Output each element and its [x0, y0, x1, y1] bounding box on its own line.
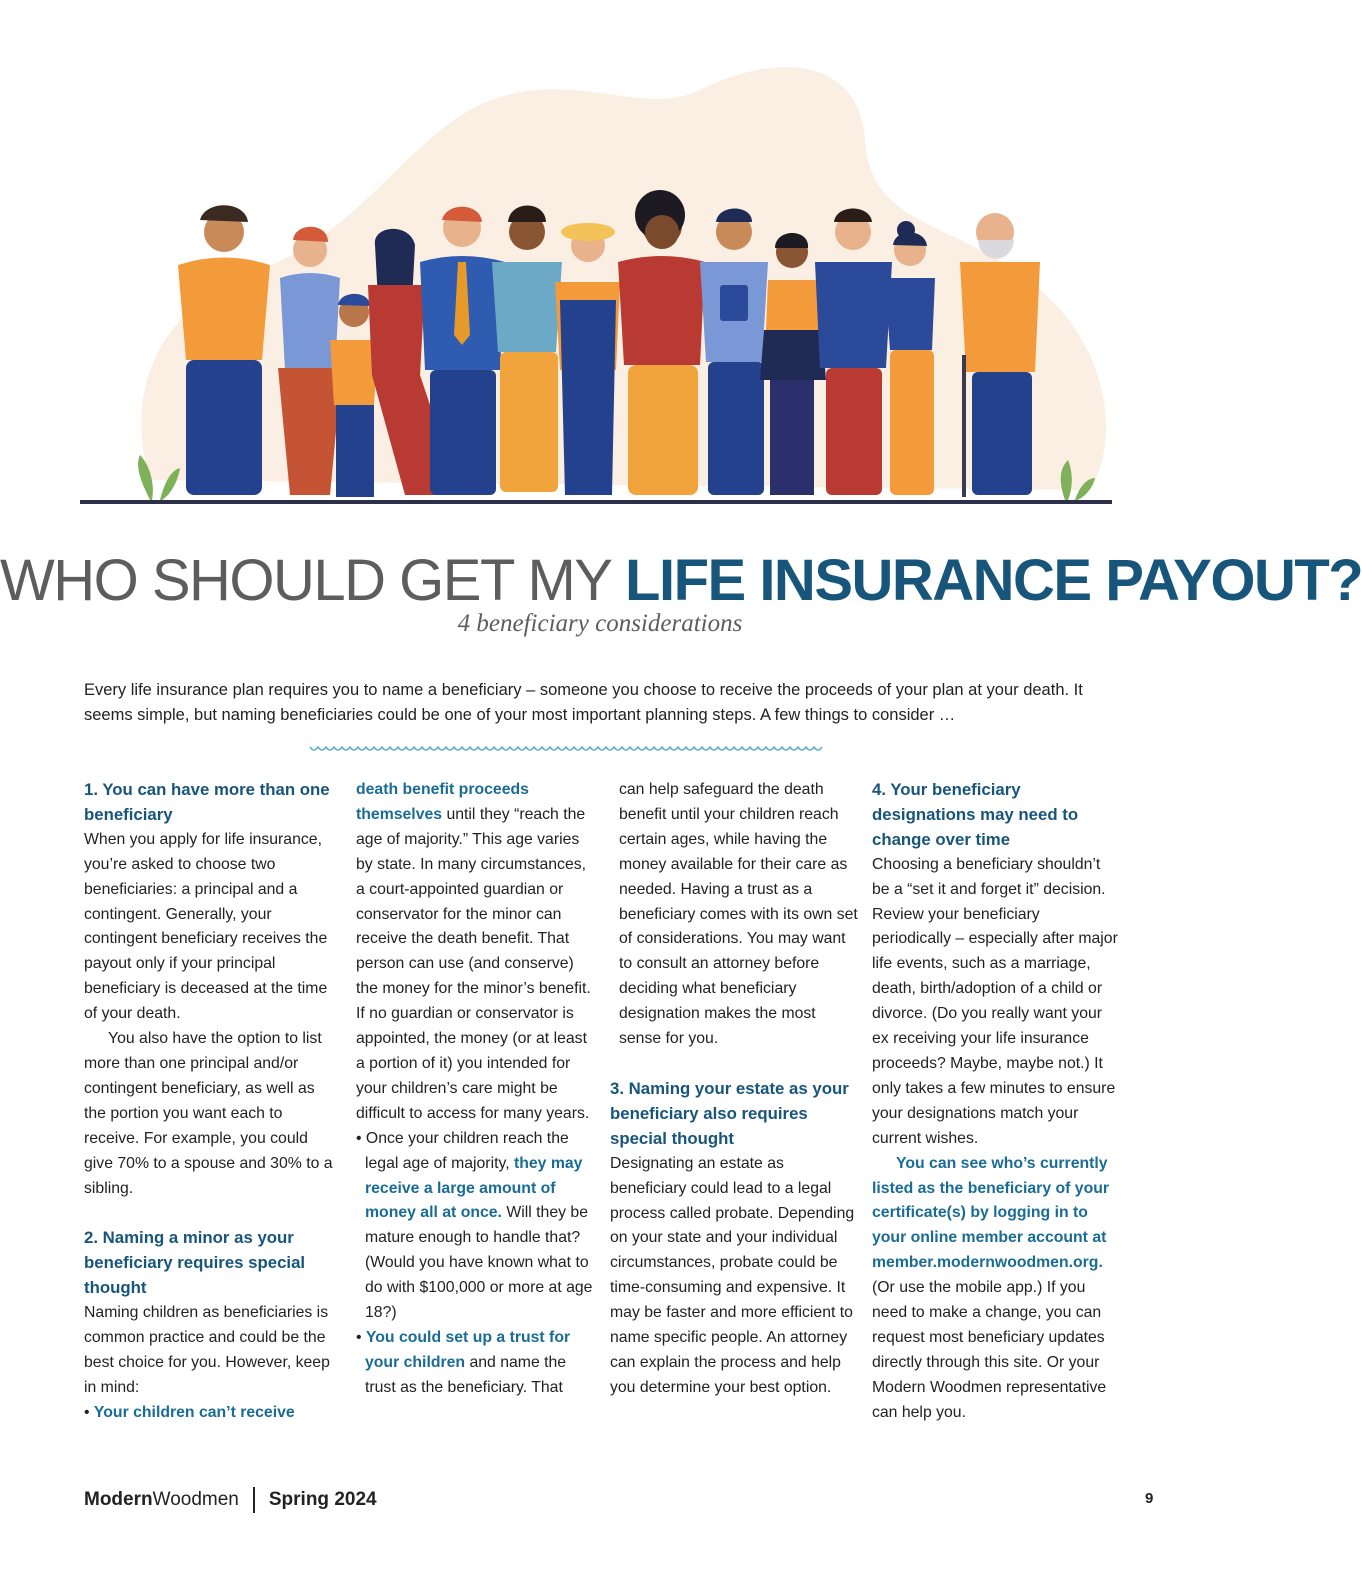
col1-paragraph-3: Naming children as beneficiaries is common practice and could be the best choice for you. However, keep in mind: — [84, 1304, 330, 1396]
heading-3: 3. Naming your estate as your beneficiary also requires special thought — [610, 1078, 849, 1148]
bullet-3: • You could set up a trust for your children and name the trust as the beneficiary. That — [356, 1328, 571, 1396]
col4-paragraph-2 — [872, 1152, 1122, 1426]
bullet-3-post: and name the trust as the beneficiary. That — [365, 1353, 567, 1396]
col4-paragraph-1: Choosing a beneficiary shouldn’t be a “set it and forget it” decision. Review your beneficiary periodically – especially after major life events, such as a marriage, death, birth/adoption of a child or divorce. (Do you really want your ex receiving your life insurance proceeds? Maybe, maybe not.) It only takes a few minutes to ensure your designations match your current wishes. — [872, 855, 1118, 1147]
footer — [84, 1487, 377, 1513]
member-login-highlight[interactable]: You can see who’s currently listed as the beneficiary of your certificate(s) by logging in to your online member account at member.modernwoodmen.org. — [872, 1154, 1110, 1272]
bullet-1-highlight: Your children can’t receive — [93, 1403, 295, 1421]
bullet-1-continued — [356, 778, 596, 1127]
issue-label: Spring 2024 — [268, 1489, 377, 1510]
wavy-divider — [310, 742, 890, 756]
bullet-1-highlight-cont: death benefit proceeds themselves — [356, 781, 529, 823]
ground-line — [80, 500, 1112, 504]
bullet-1-start: • Your children can’t receive — [84, 1403, 295, 1421]
column-1 — [84, 778, 334, 1426]
col4-paragraph-2-post: (Or use the mobile app.) If you need to make a change, you can request most beneficiary updates directly through this site. Or your Modern Woodmen representative can help you. — [872, 1279, 1107, 1421]
heading-1: 1. You can have more than one beneficiary — [84, 780, 330, 824]
title-bold: LIFE INSURANCE PAYOUT? — [625, 548, 1362, 613]
heading-2: 2. Naming a minor as your beneficiary requires special thought — [84, 1228, 306, 1298]
column-3 — [610, 778, 858, 1401]
column-2 — [356, 778, 596, 1401]
bullet-1-text: until they “reach the age of majority.” This age varies by state. In many circumstances, a court-appointed guardian or conservator for the minor can receive the death benefit. That person can use (and conserve) the money for the minor’s benefit. If no guardian or conservator is appointed, the money (or at least a portion of it) you intended for your children’s care might be difficult to access for many years. — [356, 805, 591, 1122]
brand-bold: Modern — [84, 1489, 153, 1510]
col3-paragraph-2: Designating an estate as beneficiary could lead to a legal process called probate. Depending on your state and your individual circumstances, probate could be time-consuming and expensive. It may be faster and more efficient to name specific people. An attorney can explain the process and help you determine your best option. — [610, 1154, 855, 1396]
bullet-3-highlight: You could set up a trust for your children — [365, 1328, 571, 1371]
bullet-2-pre: Once your children reach the legal age of majority, — [365, 1129, 569, 1172]
bullet-2-highlight: they may receive a large amount of money all at once. — [365, 1154, 583, 1222]
brand-light: Woodmen — [152, 1489, 239, 1510]
person-1 — [178, 205, 270, 495]
page-number: 9 — [1145, 1490, 1154, 1507]
bullet-2-post: Will they be mature enough to handle that? (Would you have known what to do with $100,000 or more at age 18?) — [365, 1204, 593, 1322]
people-group-illustration — [0, 0, 1200, 520]
col3-paragraph-1: can help safeguard the death benefit until your children reach certain ages, while having the money available for their care as needed. Having a trust as a beneficiary comes with its own set of considerations. You may want to consult an attorney before deciding what beneficiary designation makes the most sense for you. — [619, 781, 858, 1048]
title-light: WHO SHOULD GET MY — [0, 548, 626, 613]
col1-paragraph-1: When you apply for life insurance, you’re asked to choose two beneficiaries: a principal and a contingent. Generally, your contingent beneficiary receives the payout only if your principal beneficiary is deceased at the time of your death. — [84, 830, 328, 1023]
page-subtitle: 4 beneficiary considerations — [457, 610, 743, 637]
intro-paragraph: Every life insurance plan requires you to name a beneficiary – someone you choose to receive the proceeds of your plan at your death. It seems simple, but naming beneficiaries could be one of your most important planning steps. A few things to consider … — [84, 681, 1083, 724]
footer-separator — [253, 1487, 255, 1513]
page-title — [0, 548, 1362, 614]
bullet-2: • Once your children reach the legal age of majority, they may receive a large amount of money all at once. Will they be mature enough to handle that? (Would you have known what to do with $100,000 or more at age 18?) — [356, 1129, 593, 1322]
column-4 — [872, 778, 1122, 1426]
col1-paragraph-2: You also have the option to list more than one principal and/or contingent beneficiary, as well as the portion you want each to receive. For example, you could give 70% to a spouse and 30% to a sibling. — [84, 1030, 333, 1197]
heading-4: 4. Your beneficiary designations may need to change over time — [872, 780, 1079, 849]
